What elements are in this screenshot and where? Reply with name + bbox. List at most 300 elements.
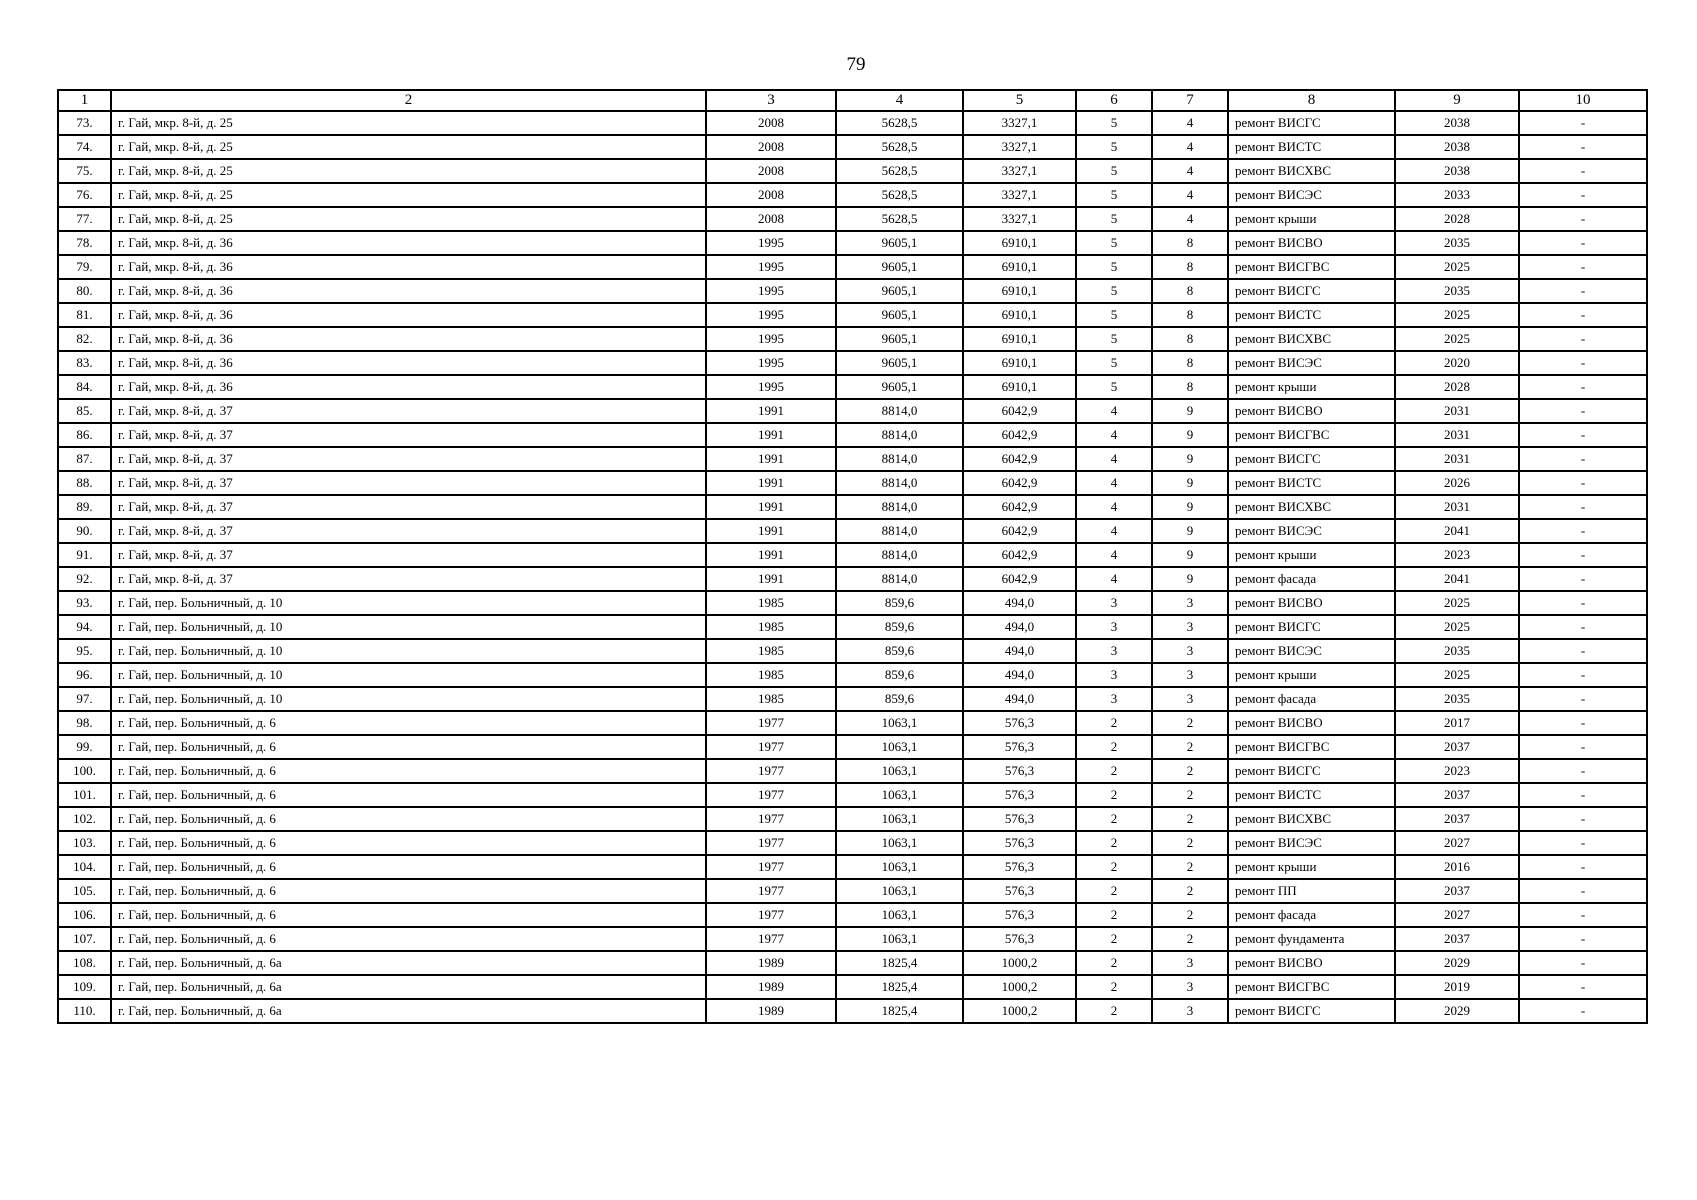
row-number-cell: 87. [58, 447, 111, 471]
note-cell: - [1519, 831, 1647, 855]
table-row [58, 279, 1647, 303]
planned-year-cell: 2023 [1395, 759, 1519, 783]
floors-cell: 5 [1076, 111, 1152, 135]
entrances-cell: 8 [1152, 375, 1228, 399]
floors-cell: 5 [1076, 255, 1152, 279]
row-number-cell: 110. [58, 999, 111, 1023]
planned-year-cell: 2020 [1395, 351, 1519, 375]
note-cell: - [1519, 639, 1647, 663]
address-cell: г. Гай, мкр. 8-й, д. 36 [111, 327, 706, 351]
address-cell: г. Гай, пер. Больничный, д. 6 [111, 783, 706, 807]
note-cell: - [1519, 159, 1647, 183]
table-row [58, 135, 1647, 159]
note-cell: - [1519, 663, 1647, 687]
floors-cell: 3 [1076, 687, 1152, 711]
floors-cell: 3 [1076, 591, 1152, 615]
note-cell: - [1519, 111, 1647, 135]
living-area-cell: 3327,1 [963, 135, 1076, 159]
entrances-cell: 8 [1152, 303, 1228, 327]
entrances-cell: 3 [1152, 663, 1228, 687]
row-number-cell: 102. [58, 807, 111, 831]
work-type-cell: ремонт ВИСГС [1228, 615, 1395, 639]
work-type-cell: ремонт фундамента [1228, 927, 1395, 951]
total-area-cell: 1825,4 [836, 999, 963, 1023]
work-type-cell: ремонт фасада [1228, 567, 1395, 591]
total-area-cell: 8814,0 [836, 399, 963, 423]
address-cell: г. Гай, мкр. 8-й, д. 36 [111, 375, 706, 399]
header-cell: 10 [1519, 90, 1647, 111]
total-area-cell: 9605,1 [836, 231, 963, 255]
living-area-cell: 494,0 [963, 591, 1076, 615]
entrances-cell: 2 [1152, 735, 1228, 759]
year-cell: 1991 [706, 423, 836, 447]
address-cell: г. Гай, мкр. 8-й, д. 36 [111, 279, 706, 303]
table-row [58, 903, 1647, 927]
note-cell: - [1519, 759, 1647, 783]
address-cell: г. Гай, пер. Больничный, д. 6 [111, 927, 706, 951]
note-cell: - [1519, 855, 1647, 879]
planned-year-cell: 2025 [1395, 255, 1519, 279]
floors-cell: 3 [1076, 639, 1152, 663]
total-area-cell: 8814,0 [836, 423, 963, 447]
work-type-cell: ремонт ПП [1228, 879, 1395, 903]
note-cell: - [1519, 783, 1647, 807]
floors-cell: 2 [1076, 711, 1152, 735]
year-cell: 1985 [706, 687, 836, 711]
address-cell: г. Гай, мкр. 8-й, д. 36 [111, 351, 706, 375]
year-cell: 1977 [706, 831, 836, 855]
table-row [58, 519, 1647, 543]
table-row [58, 231, 1647, 255]
year-cell: 1977 [706, 783, 836, 807]
total-area-cell: 5628,5 [836, 183, 963, 207]
row-number-cell: 85. [58, 399, 111, 423]
total-area-cell: 9605,1 [836, 327, 963, 351]
note-cell: - [1519, 735, 1647, 759]
table-row [58, 159, 1647, 183]
total-area-cell: 1825,4 [836, 975, 963, 999]
row-number-cell: 77. [58, 207, 111, 231]
note-cell: - [1519, 375, 1647, 399]
total-area-cell: 1063,1 [836, 855, 963, 879]
year-cell: 1977 [706, 735, 836, 759]
entrances-cell: 2 [1152, 927, 1228, 951]
entrances-cell: 3 [1152, 999, 1228, 1023]
year-cell: 1989 [706, 975, 836, 999]
note-cell: - [1519, 471, 1647, 495]
year-cell: 1977 [706, 759, 836, 783]
work-type-cell: ремонт фасада [1228, 903, 1395, 927]
address-cell: г. Гай, мкр. 8-й, д. 25 [111, 159, 706, 183]
work-type-cell: ремонт ВИСВО [1228, 399, 1395, 423]
entrances-cell: 2 [1152, 831, 1228, 855]
planned-year-cell: 2035 [1395, 639, 1519, 663]
year-cell: 1995 [706, 255, 836, 279]
planned-year-cell: 2041 [1395, 519, 1519, 543]
address-cell: г. Гай, мкр. 8-й, д. 36 [111, 255, 706, 279]
floors-cell: 4 [1076, 399, 1152, 423]
year-cell: 1995 [706, 375, 836, 399]
table-row [58, 303, 1647, 327]
entrances-cell: 3 [1152, 615, 1228, 639]
note-cell: - [1519, 543, 1647, 567]
row-number-cell: 80. [58, 279, 111, 303]
year-cell: 1989 [706, 951, 836, 975]
entrances-cell: 2 [1152, 711, 1228, 735]
note-cell: - [1519, 615, 1647, 639]
note-cell: - [1519, 927, 1647, 951]
planned-year-cell: 2038 [1395, 159, 1519, 183]
work-type-cell: ремонт крыши [1228, 543, 1395, 567]
total-area-cell: 8814,0 [836, 495, 963, 519]
living-area-cell: 576,3 [963, 903, 1076, 927]
living-area-cell: 6042,9 [963, 543, 1076, 567]
living-area-cell: 576,3 [963, 831, 1076, 855]
address-cell: г. Гай, пер. Больничный, д. 10 [111, 687, 706, 711]
row-number-cell: 93. [58, 591, 111, 615]
header-cell: 2 [111, 90, 706, 111]
year-cell: 2008 [706, 183, 836, 207]
floors-cell: 2 [1076, 975, 1152, 999]
header-cell: 5 [963, 90, 1076, 111]
living-area-cell: 576,3 [963, 807, 1076, 831]
floors-cell: 2 [1076, 903, 1152, 927]
entrances-cell: 8 [1152, 231, 1228, 255]
address-cell: г. Гай, мкр. 8-й, д. 37 [111, 399, 706, 423]
total-area-cell: 1063,1 [836, 735, 963, 759]
floors-cell: 4 [1076, 567, 1152, 591]
floors-cell: 4 [1076, 447, 1152, 471]
year-cell: 2008 [706, 159, 836, 183]
year-cell: 1977 [706, 807, 836, 831]
address-cell: г. Гай, мкр. 8-й, д. 25 [111, 111, 706, 135]
work-type-cell: ремонт ВИСТС [1228, 471, 1395, 495]
living-area-cell: 3327,1 [963, 207, 1076, 231]
planned-year-cell: 2029 [1395, 999, 1519, 1023]
address-cell: г. Гай, пер. Больничный, д. 6а [111, 951, 706, 975]
living-area-cell: 576,3 [963, 879, 1076, 903]
planned-year-cell: 2033 [1395, 183, 1519, 207]
living-area-cell: 6910,1 [963, 279, 1076, 303]
total-area-cell: 8814,0 [836, 447, 963, 471]
address-cell: г. Гай, пер. Больничный, д. 6 [111, 831, 706, 855]
entrances-cell: 2 [1152, 879, 1228, 903]
note-cell: - [1519, 711, 1647, 735]
header-cell: 7 [1152, 90, 1228, 111]
year-cell: 1995 [706, 303, 836, 327]
living-area-cell: 1000,2 [963, 975, 1076, 999]
entrances-cell: 9 [1152, 543, 1228, 567]
year-cell: 1991 [706, 567, 836, 591]
entrances-cell: 8 [1152, 327, 1228, 351]
total-area-cell: 8814,0 [836, 567, 963, 591]
note-cell: - [1519, 591, 1647, 615]
table-row [58, 663, 1647, 687]
planned-year-cell: 2031 [1395, 399, 1519, 423]
address-cell: г. Гай, пер. Больничный, д. 6 [111, 735, 706, 759]
work-type-cell: ремонт ВИСГВС [1228, 735, 1395, 759]
planned-year-cell: 2037 [1395, 807, 1519, 831]
address-cell: г. Гай, мкр. 8-й, д. 37 [111, 495, 706, 519]
living-area-cell: 576,3 [963, 927, 1076, 951]
table-row [58, 927, 1647, 951]
row-number-cell: 79. [58, 255, 111, 279]
work-type-cell: ремонт крыши [1228, 663, 1395, 687]
planned-year-cell: 2025 [1395, 327, 1519, 351]
address-cell: г. Гай, пер. Больничный, д. 10 [111, 591, 706, 615]
total-area-cell: 1825,4 [836, 951, 963, 975]
floors-cell: 3 [1076, 615, 1152, 639]
entrances-cell: 3 [1152, 639, 1228, 663]
entrances-cell: 9 [1152, 519, 1228, 543]
living-area-cell: 494,0 [963, 687, 1076, 711]
table-row [58, 855, 1647, 879]
planned-year-cell: 2016 [1395, 855, 1519, 879]
entrances-cell: 2 [1152, 783, 1228, 807]
address-cell: г. Гай, пер. Больничный, д. 10 [111, 663, 706, 687]
floors-cell: 5 [1076, 183, 1152, 207]
table-row [58, 615, 1647, 639]
table-row [58, 495, 1647, 519]
table-body [58, 111, 1647, 1023]
floors-cell: 2 [1076, 927, 1152, 951]
row-number-cell: 95. [58, 639, 111, 663]
work-type-cell: ремонт ВИСЭС [1228, 519, 1395, 543]
row-number-cell: 84. [58, 375, 111, 399]
table-row [58, 999, 1647, 1023]
table-row [58, 543, 1647, 567]
row-number-cell: 83. [58, 351, 111, 375]
planned-year-cell: 2035 [1395, 687, 1519, 711]
work-type-cell: ремонт ВИСЭС [1228, 183, 1395, 207]
note-cell: - [1519, 903, 1647, 927]
total-area-cell: 5628,5 [836, 135, 963, 159]
total-area-cell: 5628,5 [836, 159, 963, 183]
living-area-cell: 6910,1 [963, 231, 1076, 255]
entrances-cell: 4 [1152, 111, 1228, 135]
total-area-cell: 5628,5 [836, 207, 963, 231]
header-cell: 8 [1228, 90, 1395, 111]
planned-year-cell: 2025 [1395, 303, 1519, 327]
table-row [58, 639, 1647, 663]
address-cell: г. Гай, мкр. 8-й, д. 36 [111, 303, 706, 327]
total-area-cell: 1063,1 [836, 783, 963, 807]
address-cell: г. Гай, мкр. 8-й, д. 37 [111, 543, 706, 567]
year-cell: 1985 [706, 663, 836, 687]
planned-year-cell: 2025 [1395, 615, 1519, 639]
living-area-cell: 6042,9 [963, 447, 1076, 471]
planned-year-cell: 2037 [1395, 879, 1519, 903]
year-cell: 1991 [706, 495, 836, 519]
address-cell: г. Гай, мкр. 8-й, д. 37 [111, 567, 706, 591]
note-cell: - [1519, 135, 1647, 159]
work-type-cell: ремонт ВИСЭС [1228, 831, 1395, 855]
note-cell: - [1519, 687, 1647, 711]
note-cell: - [1519, 207, 1647, 231]
year-cell: 1991 [706, 447, 836, 471]
header-cell: 3 [706, 90, 836, 111]
floors-cell: 5 [1076, 351, 1152, 375]
total-area-cell: 9605,1 [836, 279, 963, 303]
floors-cell: 2 [1076, 951, 1152, 975]
address-cell: г. Гай, пер. Больничный, д. 6 [111, 807, 706, 831]
living-area-cell: 3327,1 [963, 159, 1076, 183]
entrances-cell: 9 [1152, 447, 1228, 471]
living-area-cell: 6042,9 [963, 519, 1076, 543]
floors-cell: 4 [1076, 423, 1152, 447]
work-type-cell: ремонт ВИСТС [1228, 135, 1395, 159]
planned-year-cell: 2027 [1395, 831, 1519, 855]
planned-year-cell: 2031 [1395, 423, 1519, 447]
entrances-cell: 8 [1152, 279, 1228, 303]
row-number-cell: 96. [58, 663, 111, 687]
row-number-cell: 104. [58, 855, 111, 879]
note-cell: - [1519, 423, 1647, 447]
entrances-cell: 3 [1152, 951, 1228, 975]
work-type-cell: ремонт ВИСГС [1228, 447, 1395, 471]
year-cell: 1989 [706, 999, 836, 1023]
row-number-cell: 86. [58, 423, 111, 447]
entrances-cell: 3 [1152, 591, 1228, 615]
planned-year-cell: 2026 [1395, 471, 1519, 495]
floors-cell: 5 [1076, 303, 1152, 327]
total-area-cell: 8814,0 [836, 471, 963, 495]
total-area-cell: 9605,1 [836, 375, 963, 399]
row-number-cell: 99. [58, 735, 111, 759]
work-type-cell: ремонт ВИСГВС [1228, 255, 1395, 279]
table-row [58, 735, 1647, 759]
note-cell: - [1519, 447, 1647, 471]
living-area-cell: 576,3 [963, 855, 1076, 879]
floors-cell: 5 [1076, 327, 1152, 351]
entrances-cell: 4 [1152, 159, 1228, 183]
note-cell: - [1519, 279, 1647, 303]
planned-year-cell: 2037 [1395, 927, 1519, 951]
table-row [58, 255, 1647, 279]
planned-year-cell: 2029 [1395, 951, 1519, 975]
address-cell: г. Гай, мкр. 8-й, д. 25 [111, 183, 706, 207]
address-cell: г. Гай, пер. Больничный, д. 10 [111, 615, 706, 639]
living-area-cell: 6910,1 [963, 255, 1076, 279]
address-cell: г. Гай, пер. Больничный, д. 6 [111, 855, 706, 879]
row-number-cell: 81. [58, 303, 111, 327]
year-cell: 1977 [706, 855, 836, 879]
table-row [58, 567, 1647, 591]
living-area-cell: 576,3 [963, 759, 1076, 783]
year-cell: 1995 [706, 231, 836, 255]
note-cell: - [1519, 255, 1647, 279]
entrances-cell: 8 [1152, 255, 1228, 279]
row-number-cell: 105. [58, 879, 111, 903]
address-cell: г. Гай, мкр. 8-й, д. 37 [111, 471, 706, 495]
total-area-cell: 1063,1 [836, 879, 963, 903]
header-cell: 4 [836, 90, 963, 111]
note-cell: - [1519, 519, 1647, 543]
planned-year-cell: 2038 [1395, 111, 1519, 135]
living-area-cell: 576,3 [963, 783, 1076, 807]
planned-year-cell: 2031 [1395, 495, 1519, 519]
living-area-cell: 3327,1 [963, 183, 1076, 207]
table-row [58, 327, 1647, 351]
note-cell: - [1519, 999, 1647, 1023]
entrances-cell: 9 [1152, 423, 1228, 447]
work-type-cell: ремонт ВИСГС [1228, 279, 1395, 303]
planned-year-cell: 2017 [1395, 711, 1519, 735]
note-cell: - [1519, 879, 1647, 903]
entrances-cell: 3 [1152, 687, 1228, 711]
floors-cell: 4 [1076, 471, 1152, 495]
address-cell: г. Гай, мкр. 8-й, д. 37 [111, 423, 706, 447]
note-cell: - [1519, 807, 1647, 831]
living-area-cell: 6910,1 [963, 375, 1076, 399]
row-number-cell: 88. [58, 471, 111, 495]
living-area-cell: 1000,2 [963, 999, 1076, 1023]
work-type-cell: ремонт крыши [1228, 375, 1395, 399]
row-number-cell: 103. [58, 831, 111, 855]
entrances-cell: 2 [1152, 903, 1228, 927]
planned-year-cell: 2035 [1395, 231, 1519, 255]
floors-cell: 2 [1076, 879, 1152, 903]
row-number-cell: 91. [58, 543, 111, 567]
address-cell: г. Гай, мкр. 8-й, д. 25 [111, 135, 706, 159]
living-area-cell: 3327,1 [963, 111, 1076, 135]
row-number-cell: 94. [58, 615, 111, 639]
planned-year-cell: 2019 [1395, 975, 1519, 999]
table-row [58, 111, 1647, 135]
year-cell: 1995 [706, 351, 836, 375]
work-type-cell: ремонт ВИСВО [1228, 591, 1395, 615]
living-area-cell: 6042,9 [963, 567, 1076, 591]
entrances-cell: 4 [1152, 135, 1228, 159]
header-row [58, 90, 1647, 111]
floors-cell: 5 [1076, 159, 1152, 183]
planned-year-cell: 2035 [1395, 279, 1519, 303]
floors-cell: 5 [1076, 375, 1152, 399]
page-number: 79 [846, 54, 866, 75]
floors-cell: 2 [1076, 999, 1152, 1023]
address-cell: г. Гай, пер. Больничный, д. 6 [111, 903, 706, 927]
planned-year-cell: 2037 [1395, 783, 1519, 807]
row-number-cell: 107. [58, 927, 111, 951]
table-row [58, 759, 1647, 783]
row-number-cell: 100. [58, 759, 111, 783]
repair-schedule-table [57, 89, 1648, 1024]
floors-cell: 3 [1076, 663, 1152, 687]
table-row [58, 207, 1647, 231]
work-type-cell: ремонт ВИСГВС [1228, 423, 1395, 447]
address-cell: г. Гай, пер. Больничный, д. 6а [111, 999, 706, 1023]
floors-cell: 5 [1076, 231, 1152, 255]
row-number-cell: 101. [58, 783, 111, 807]
row-number-cell: 97. [58, 687, 111, 711]
row-number-cell: 92. [58, 567, 111, 591]
table-row [58, 423, 1647, 447]
total-area-cell: 8814,0 [836, 519, 963, 543]
work-type-cell: ремонт ВИСГС [1228, 759, 1395, 783]
living-area-cell: 6910,1 [963, 327, 1076, 351]
work-type-cell: ремонт ВИСТС [1228, 303, 1395, 327]
total-area-cell: 8814,0 [836, 543, 963, 567]
entrances-cell: 4 [1152, 183, 1228, 207]
table-row [58, 711, 1647, 735]
work-type-cell: ремонт ВИСВО [1228, 231, 1395, 255]
work-type-cell: ремонт крыши [1228, 207, 1395, 231]
planned-year-cell: 2028 [1395, 207, 1519, 231]
work-type-cell: ремонт ВИСХВС [1228, 327, 1395, 351]
note-cell: - [1519, 231, 1647, 255]
total-area-cell: 1063,1 [836, 759, 963, 783]
year-cell: 2008 [706, 135, 836, 159]
